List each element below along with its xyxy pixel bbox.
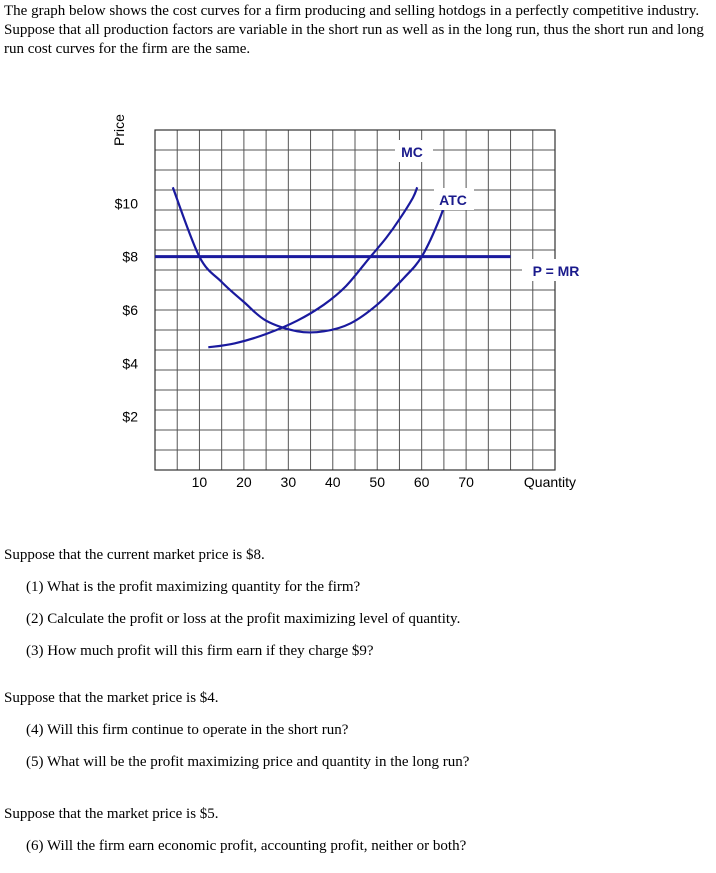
price-line-label: P = MR (532, 263, 580, 279)
question-block-2 (4, 688, 469, 772)
question-block-1 (4, 545, 460, 661)
x-tick-label: 50 (369, 474, 386, 490)
x-tick-label: 30 (280, 474, 297, 490)
x-tick-label: 10 (191, 474, 208, 490)
x-axis-label: Quantity (523, 474, 577, 490)
y-tick-label: $8 (122, 248, 138, 265)
y-tick-label: $6 (122, 302, 138, 318)
y-axis-label: Price (111, 114, 127, 146)
chart-grid (155, 130, 555, 470)
question-1: (1) What is the profit maximizing quantity for the firm? (26, 579, 361, 595)
question-block-3-head: Suppose that the market price is $5. (4, 806, 219, 822)
mc-label: MC (401, 144, 423, 160)
question-4: (4) Will this firm continue to operate in the short run? (26, 722, 349, 738)
question-5: (5) What will be the profit maximizing price and quantity in the long run? (26, 754, 470, 770)
question-block-1-head: Suppose that the current market price is $8. (4, 547, 265, 563)
question-block-2-head: Suppose that the market price is $4. (4, 690, 219, 706)
atc-label: ATC (439, 192, 467, 208)
question-3: (3) How much profit will this firm earn if they charge $9? (26, 643, 374, 659)
chart-ticks (115, 195, 474, 490)
x-tick-label: 60 (413, 474, 430, 490)
intro-paragraph: The graph below shows the cost curves for a firm producing and selling hotdogs in a perfectly competitive industry. Suppose that all production factors are variable in the short run as well as in the long run, thus the short run and long run cost curves for the firm are the same. (4, 3, 704, 57)
mc-curve (208, 187, 417, 347)
question-block-3 (4, 804, 466, 856)
question-2: (2) Calculate the profit or loss at the profit maximizing level of quantity. (26, 611, 461, 627)
x-tick-label: 20 (236, 474, 252, 490)
question-6: (6) Will the firm earn economic profit, accounting profit, neither or both? (26, 838, 467, 854)
cost-curves-chart (0, 95, 716, 515)
x-tick-label: 40 (324, 474, 341, 490)
y-tick-label: $4 (122, 355, 138, 372)
x-tick-label: 70 (458, 474, 474, 490)
y-tick-label: $10 (114, 195, 138, 212)
y-tick-label: $2 (122, 408, 138, 425)
